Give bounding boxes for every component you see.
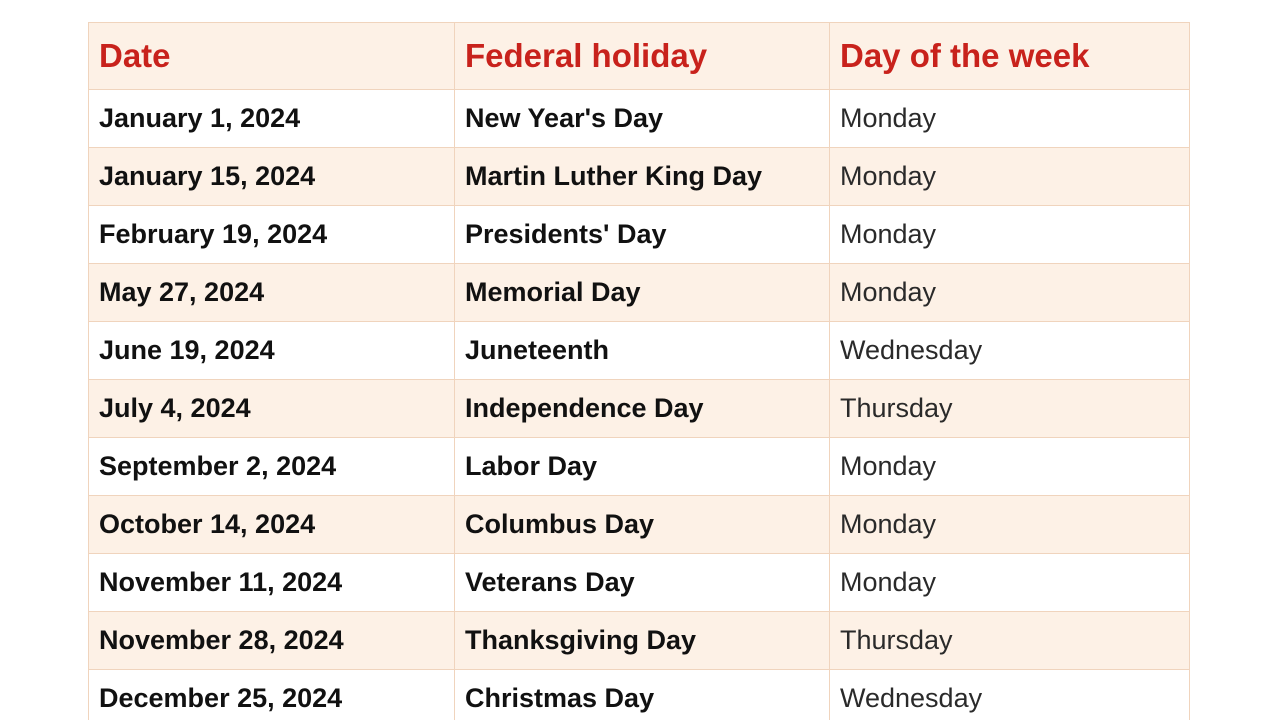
date-cell: January 1, 2024 — [89, 90, 455, 148]
date-cell: June 19, 2024 — [89, 322, 455, 380]
header-federal-holiday: Federal holiday — [455, 23, 830, 90]
weekday-cell: Thursday — [830, 612, 1190, 670]
date-cell: July 4, 2024 — [89, 380, 455, 438]
weekday-cell: Thursday — [830, 380, 1190, 438]
holiday-cell: Juneteenth — [455, 322, 830, 380]
table-row — [89, 322, 1190, 380]
weekday-cell: Monday — [830, 438, 1190, 496]
title-cutoff — [0, 0, 1279, 7]
table-row — [89, 264, 1190, 322]
date-cell: January 15, 2024 — [89, 148, 455, 206]
holiday-cell: Thanksgiving Day — [455, 612, 830, 670]
table-row — [89, 612, 1190, 670]
weekday-cell: Wednesday — [830, 322, 1190, 380]
header-day-of-week: Day of the week — [830, 23, 1190, 90]
date-cell: December 25, 2024 — [89, 670, 455, 720]
date-cell: November 11, 2024 — [89, 554, 455, 612]
table-row — [89, 554, 1190, 612]
table-row — [89, 438, 1190, 496]
holiday-cell: Labor Day — [455, 438, 830, 496]
table-row — [89, 670, 1190, 720]
date-cell: November 28, 2024 — [89, 612, 455, 670]
date-cell: February 19, 2024 — [89, 206, 455, 264]
holiday-table — [88, 22, 1190, 720]
weekday-cell: Monday — [830, 148, 1190, 206]
holiday-cell: Presidents' Day — [455, 206, 830, 264]
date-cell: May 27, 2024 — [89, 264, 455, 322]
holiday-cell: Veterans Day — [455, 554, 830, 612]
weekday-cell: Monday — [830, 206, 1190, 264]
weekday-cell: Monday — [830, 496, 1190, 554]
header-date: Date — [89, 23, 455, 90]
holiday-cell: Martin Luther King Day — [455, 148, 830, 206]
holiday-cell: Columbus Day — [455, 496, 830, 554]
table-row — [89, 90, 1190, 148]
table-row — [89, 380, 1190, 438]
holiday-cell: New Year's Day — [455, 90, 830, 148]
header-row — [89, 23, 1190, 90]
weekday-cell: Monday — [830, 264, 1190, 322]
holiday-cell: Christmas Day — [455, 670, 830, 720]
weekday-cell: Wednesday — [830, 670, 1190, 720]
weekday-cell: Monday — [830, 554, 1190, 612]
table-row — [89, 148, 1190, 206]
date-cell: September 2, 2024 — [89, 438, 455, 496]
holiday-cell: Independence Day — [455, 380, 830, 438]
date-cell: October 14, 2024 — [89, 496, 455, 554]
holiday-cell: Memorial Day — [455, 264, 830, 322]
table-row — [89, 496, 1190, 554]
weekday-cell: Monday — [830, 90, 1190, 148]
table-row — [89, 206, 1190, 264]
